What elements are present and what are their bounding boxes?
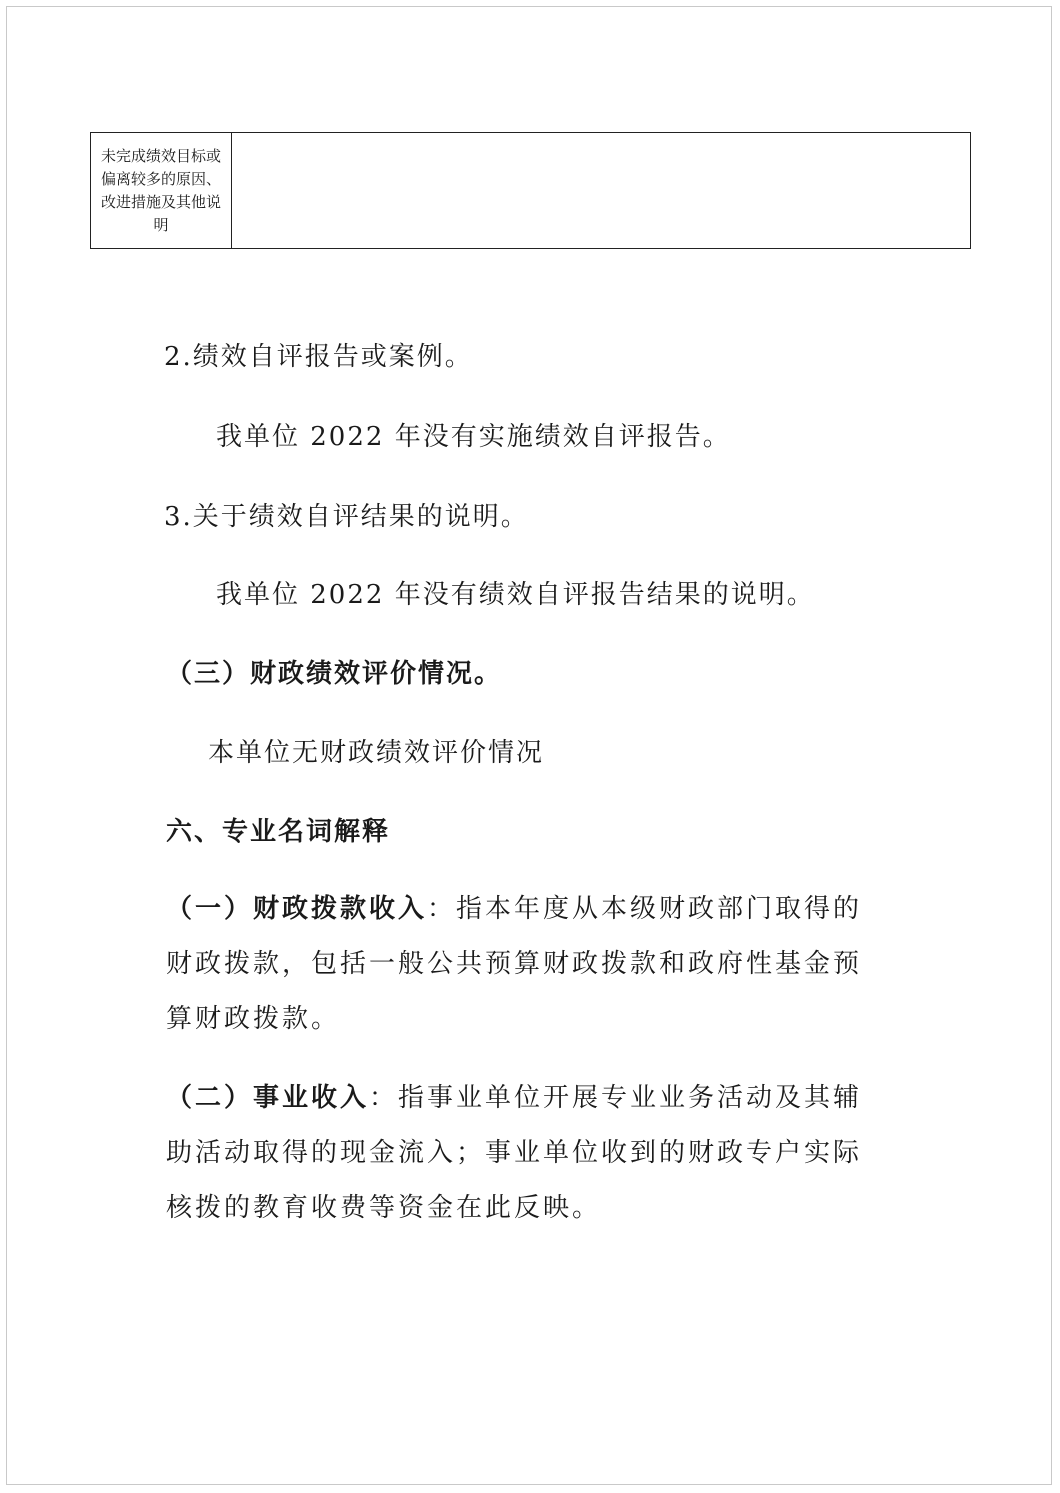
item3-body: 我单位 2022 年没有绩效自评报告结果的说明。 (216, 580, 815, 610)
term-definition-2 (166, 1071, 886, 1236)
item2-heading: 2.绩效自评报告或案例。 (164, 342, 473, 372)
part6-heading: 六、专业名词解释 (166, 817, 391, 847)
item2-body: 我单位 2022 年没有实施绩效自评报告。 (216, 422, 731, 452)
term-definition-1 (166, 882, 886, 1047)
term-title-1: （一）财政拨款收入 (166, 894, 428, 924)
term-title-2: （二）事业收入 (166, 1083, 370, 1113)
table-label-cell: 未完成绩效目标或偏离较多的原因、改进措施及其他说明 (91, 133, 232, 248)
item3-heading: 3.关于绩效自评结果的说明。 (164, 502, 529, 532)
term-text-1: ：指本年度从本级财政部门取得的财政拨款，包括一般公共预算财政拨款和政府性基金预算财政拨款。 (166, 894, 863, 1034)
table-value-cell (232, 133, 970, 248)
term-text-2: ：指事业单位开展专业业务活动及其辅助活动取得的现金流入；事业单位收到的财政专户实际核拨的教育收费等资金在此反映。 (166, 1083, 863, 1223)
performance-table (90, 132, 971, 249)
part3-body: 本单位无财政绩效评价情况 (208, 738, 545, 768)
part3-heading: （三）财政绩效评价情况。 (166, 659, 503, 689)
